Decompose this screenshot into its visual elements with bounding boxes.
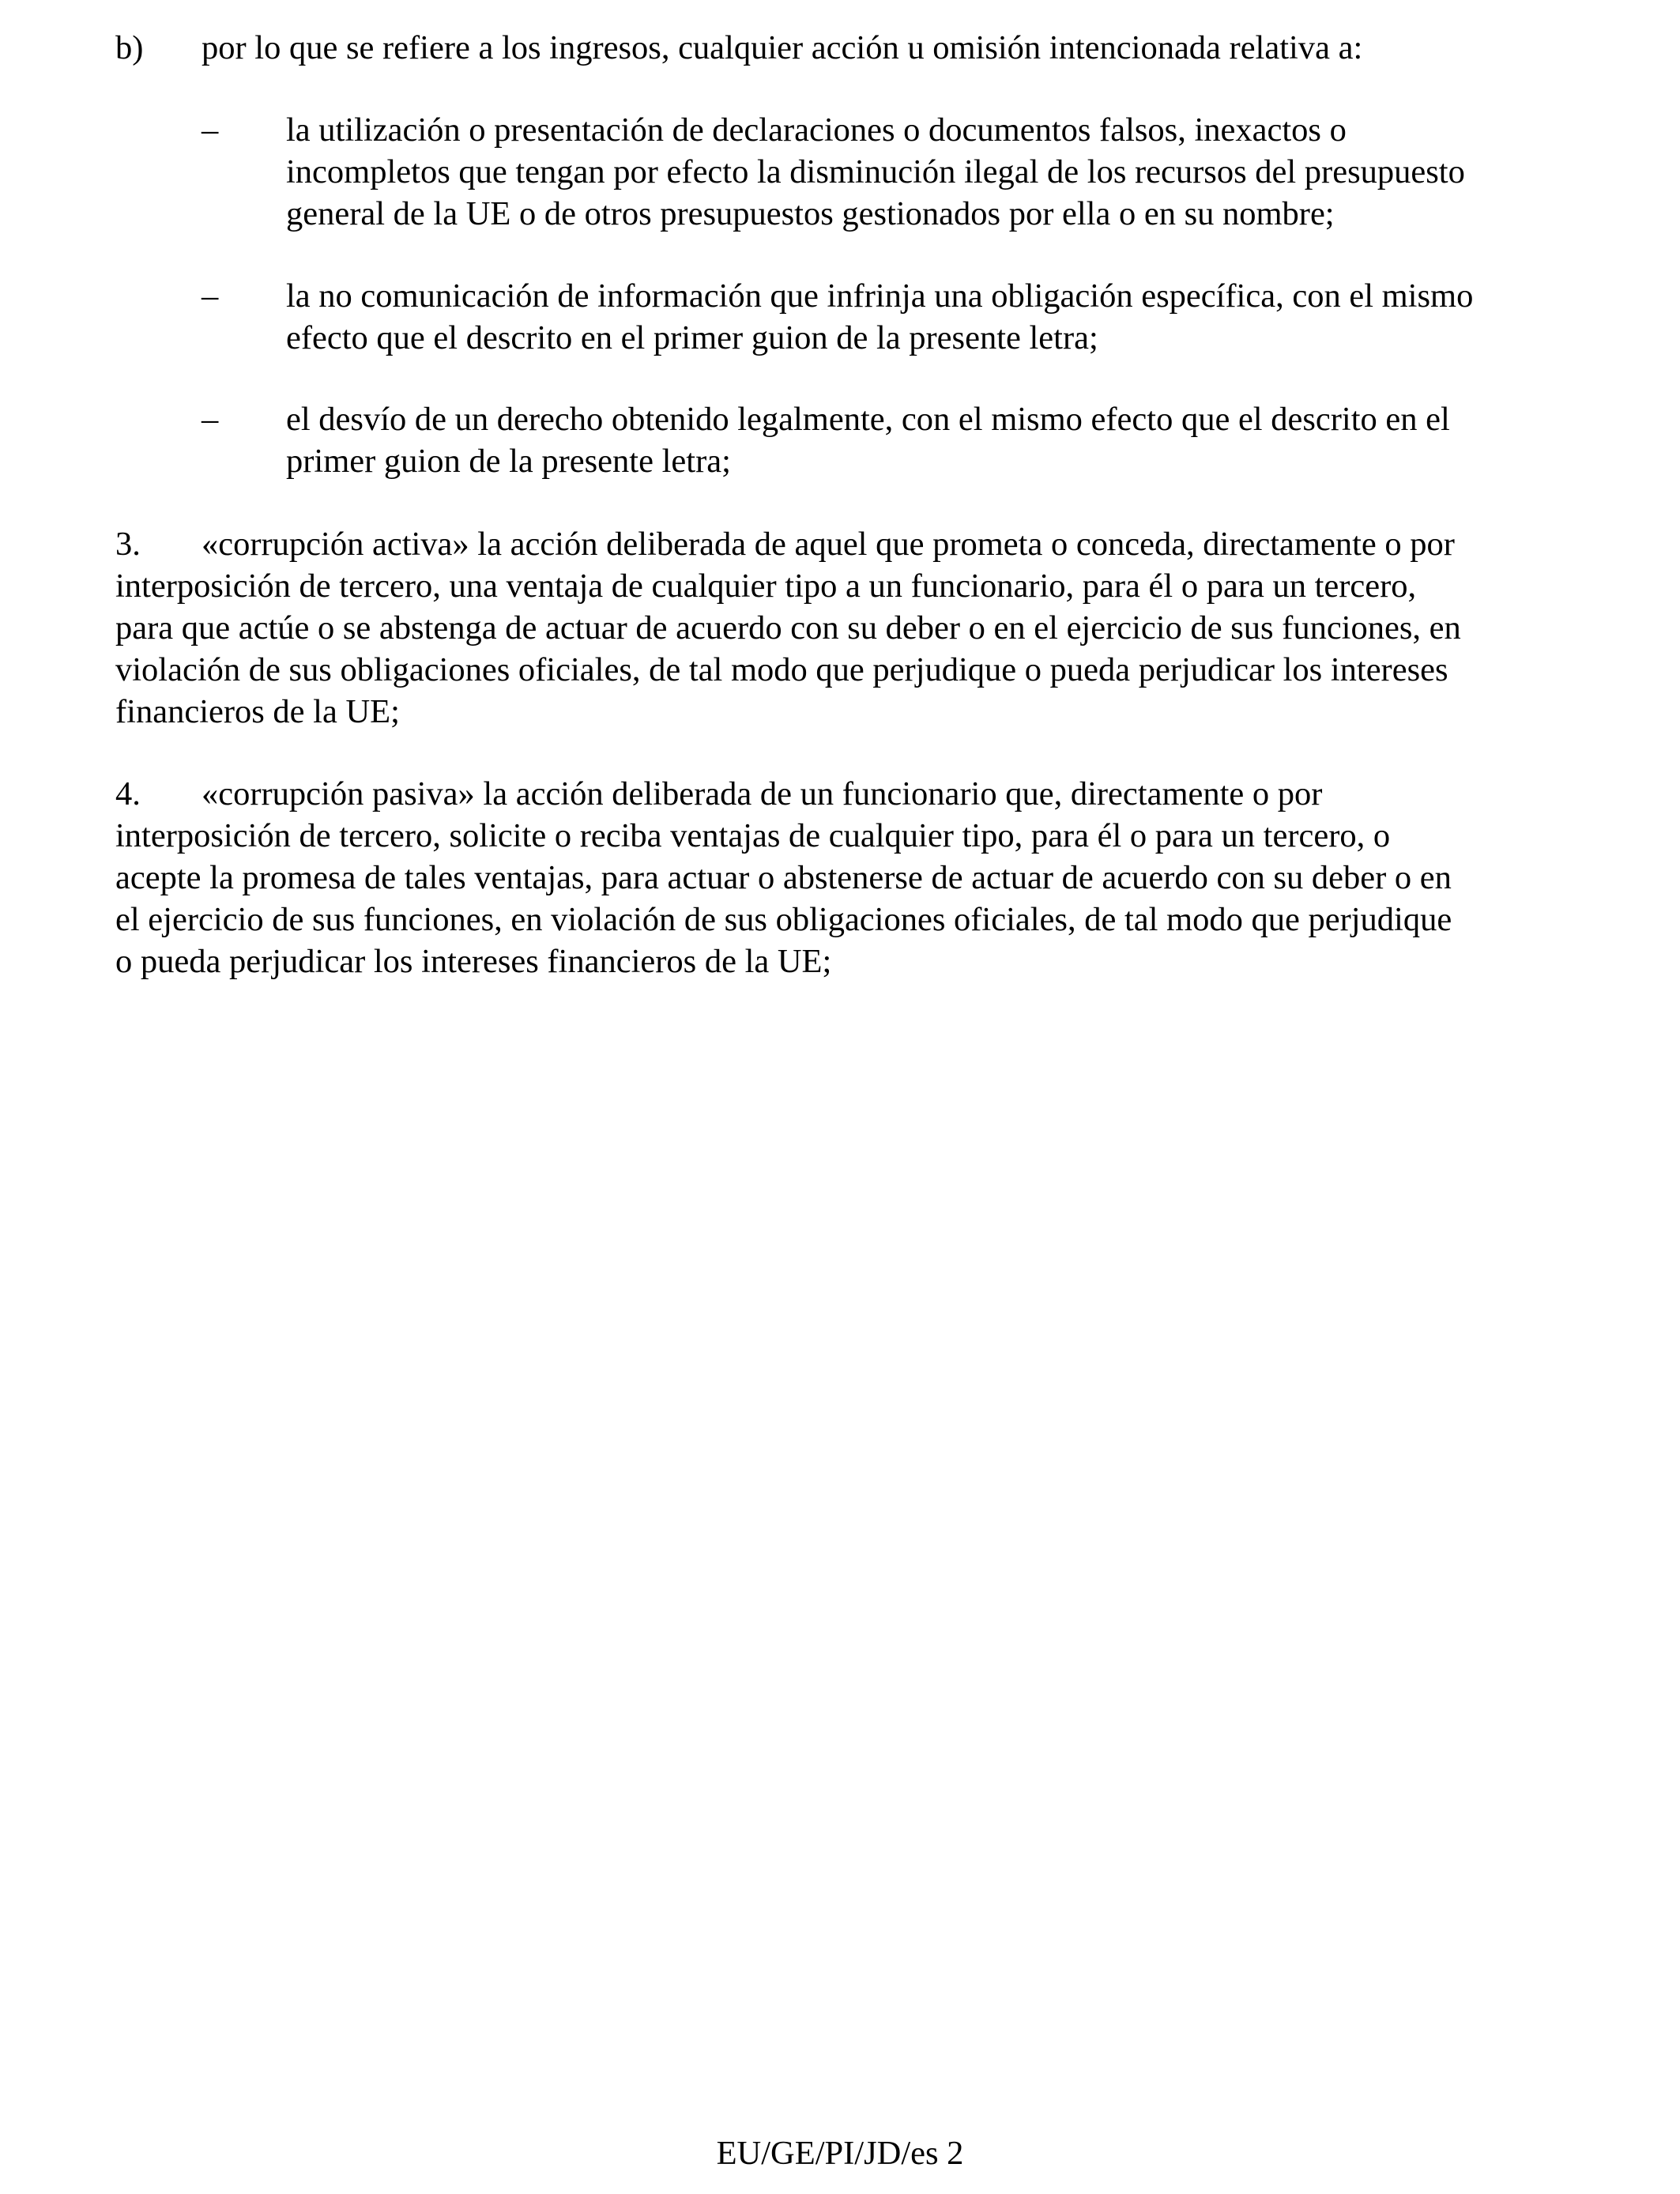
paragraph-4-first-line: «corrupción pasiva» la acción deliberada de un funcionario que, directamente o por xyxy=(202,775,1323,812)
paragraph-3-body: interposición de tercero, una ventaja de cualquier tipo a un funcionario, para él o para un tercero, para que actúe o se abstenga de actuar de acuerdo con su deber o en el ejercicio de sus funciones, en violación de sus obligaciones oficiales, de tal modo que perjudique o pueda perjudicar los intereses financieros de la UE; xyxy=(115,567,1461,730)
dash-marker-3: – xyxy=(202,401,219,438)
dash-text-3: el desvío de un derecho obtenido legalmente, con el mismo efecto que el descrito en el primer guion de la presente letra; xyxy=(286,401,1450,480)
paragraph-4 xyxy=(0,0,1680,996)
paragraph-4-number: 4. xyxy=(115,775,141,812)
dash-marker-1: – xyxy=(202,111,219,149)
item-b-label: b) xyxy=(115,29,144,66)
paragraph-3-number: 3. xyxy=(115,526,141,563)
page-footer-reference: EU/GE/PI/JD/es 2 xyxy=(716,2135,964,2172)
dash-text-1: la utilización o presentación de declaraciones o documentos falsos, inexactos o incompletos que tengan por efecto la disminución ilegal de los recursos del presupuesto general de la UE o de otros presupuestos gestionados por ella o en su nombre; xyxy=(286,111,1465,232)
paragraph-3-first-line: «corrupción activa» la acción deliberada de aquel que prometa o conceda, directamente o por xyxy=(202,526,1455,563)
dash-text-2: la no comunicación de información que infrinja una obligación específica, con el mismo efecto que el descrito en el primer guion de la presente letra; xyxy=(286,277,1474,356)
dash-marker-2: – xyxy=(202,277,219,315)
item-b-text: por lo que se refiere a los ingresos, cualquier acción u omisión intencionada relativa a: xyxy=(202,29,1363,66)
paragraph-4-body: interposición de tercero, solicite o reciba ventajas de cualquier tipo, para él o para un tercero, o acepte la promesa de tales ventajas, para actuar o abstenerse de actuar de acuerdo con su deber o en el ejercicio de sus funciones, en violación de sus obligaciones oficiales, de tal modo que perjudique o pueda perjudicar los intereses financieros de la UE; xyxy=(115,817,1452,980)
